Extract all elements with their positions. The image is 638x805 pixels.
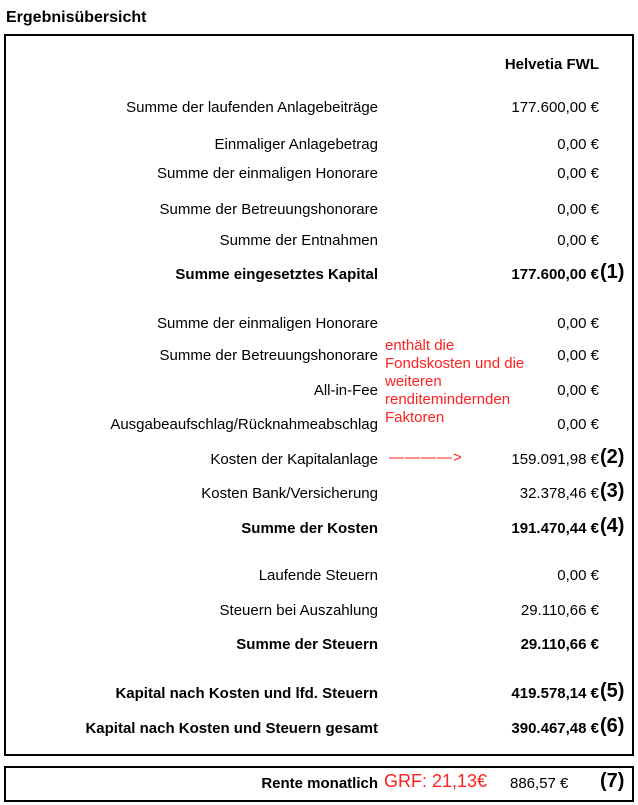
annotation-note: enthält die Fondskosten und die weiteren renditemindernden Faktoren	[385, 337, 525, 426]
rente-label: Rente monatlich	[261, 775, 378, 792]
row-value: 177.600,00 €	[511, 99, 599, 116]
row-label: Laufende Steuern	[258, 567, 378, 584]
footnote-marker: (7)	[600, 770, 625, 792]
table-row	[0, 446, 638, 473]
row-value: 0,00 €	[557, 347, 599, 364]
row-label: Ausgabeaufschlag/Rücknahmeabschlag	[110, 416, 378, 433]
footnote-marker: (5)	[600, 680, 625, 702]
column-header: Helvetia FWL	[504, 56, 599, 73]
row-label: Kapital nach Kosten und Steuern gesamt	[85, 720, 378, 737]
row-value: 191.470,44 €	[511, 520, 599, 537]
row-label: Summe der einmaligen Honorare	[157, 315, 378, 332]
footnote-marker: (6)	[600, 715, 625, 737]
table-row	[0, 201, 638, 223]
row-label: Summe der Kosten	[241, 520, 378, 537]
row-label: Summe der laufenden Anlagebeiträge	[126, 99, 378, 116]
row-value: 0,00 €	[557, 165, 599, 182]
table-row	[0, 602, 638, 624]
footnote-marker: (2)	[600, 446, 625, 468]
annotation-arrow: ————>	[389, 449, 463, 466]
table-row-total	[0, 636, 638, 658]
table-row-total	[0, 515, 638, 542]
row-value: 0,00 €	[557, 201, 599, 218]
row-value: 29.110,66 €	[520, 636, 599, 653]
table-row-total	[0, 261, 638, 288]
row-label: Summe der Betreuungshonorare	[159, 201, 378, 218]
table-row	[0, 347, 638, 369]
footnote-marker: (1)	[600, 261, 625, 283]
table-row	[0, 232, 638, 254]
table-row	[0, 165, 638, 187]
grf-annotation: GRF: 21,13€	[384, 771, 488, 791]
row-value: 0,00 €	[557, 382, 599, 399]
table-row	[0, 416, 638, 438]
row-label: Summe der Entnahmen	[219, 232, 378, 249]
table-row-total	[0, 680, 638, 707]
row-label: Kosten der Kapitalanlage	[210, 451, 378, 468]
table-row	[0, 315, 638, 337]
row-value: 390.467,48 €	[511, 720, 599, 737]
footnote-marker: (3)	[600, 480, 625, 502]
row-value: 0,00 €	[557, 232, 599, 249]
row-label: Kosten Bank/Versicherung	[201, 485, 378, 502]
row-value: 32.378,46 €	[519, 485, 599, 502]
row-label: Summe der Steuern	[236, 636, 378, 653]
row-label: Steuern bei Auszahlung	[219, 602, 378, 619]
row-value: 159.091,98 €	[511, 451, 599, 468]
table-row	[0, 382, 638, 404]
row-label: Kapital nach Kosten und lfd. Steuern	[115, 685, 378, 702]
row-label: Summe der einmaligen Honorare	[157, 165, 378, 182]
rente-value: 886,57 €	[510, 775, 569, 792]
page-title: Ergebnisübersicht	[6, 9, 147, 26]
row-value: 419.578,14 €	[511, 685, 599, 702]
row-label: Summe eingesetztes Kapital	[175, 266, 378, 283]
row-label: All-in-Fee	[313, 382, 378, 399]
row-value: 177.600,00 €	[511, 266, 599, 283]
row-value: 29.110,66 €	[520, 602, 599, 619]
row-value: 0,00 €	[557, 315, 599, 332]
row-value: 0,00 €	[557, 567, 599, 584]
row-value: 0,00 €	[557, 416, 599, 433]
row-value: 0,00 €	[557, 136, 599, 153]
row-label: Summe der Betreuungshonorare	[159, 347, 378, 364]
table-row	[0, 99, 638, 121]
row-label: Einmaliger Anlagebetrag	[214, 136, 378, 153]
table-row	[0, 480, 638, 507]
footnote-marker: (4)	[600, 515, 625, 537]
table-row-total	[0, 715, 638, 742]
table-row	[0, 567, 638, 589]
table-row	[0, 136, 638, 158]
